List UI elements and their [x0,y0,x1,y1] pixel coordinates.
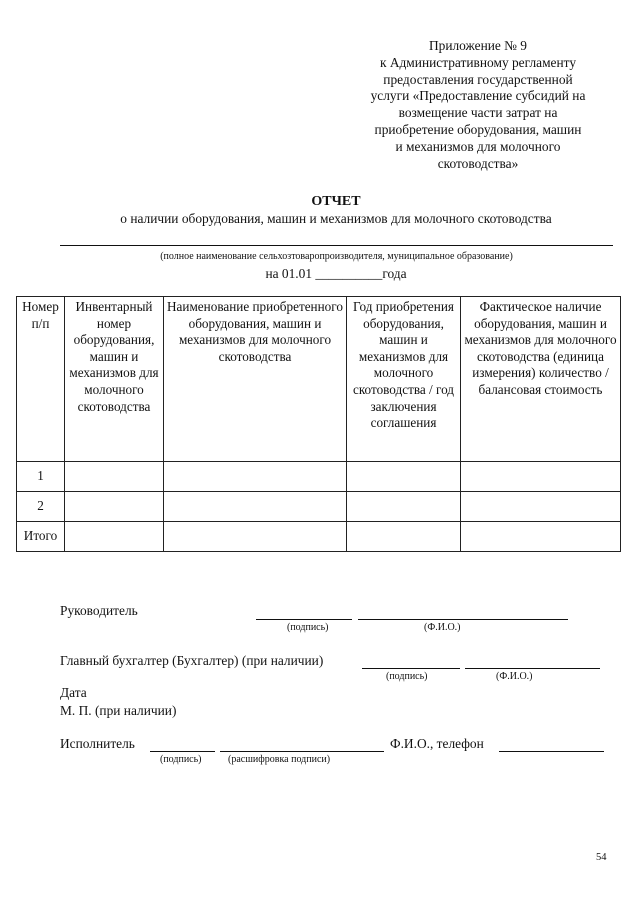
table-cell[interactable]: Итого [17,522,65,552]
table-row [17,462,621,492]
table-row [17,492,621,522]
head-name-line[interactable] [358,619,568,620]
appendix-line: и механизмов для молочного [395,138,561,154]
table-cell[interactable] [65,522,164,552]
table-cell[interactable] [164,462,347,492]
report-table [16,296,621,552]
appendix-line: Приложение № 9 [428,38,528,53]
accountant-sign-caption: (подпись) [386,671,428,682]
head-signature-line[interactable] [256,619,352,620]
table-cell[interactable] [164,522,347,552]
executor-signature-line[interactable] [150,751,215,752]
head-name-caption: (Ф.И.О.) [424,622,461,633]
report-title: ОТЧЕТ [311,194,361,209]
table-cell[interactable] [65,462,164,492]
table-header-row [17,297,621,462]
appendix-line: предоставления государственной [383,71,573,87]
date-label: Дата [60,685,87,700]
stamp-label: М. П. (при наличии) [60,703,177,718]
org-name-line [60,245,613,246]
executor-sign-caption: (подпись) [160,754,202,765]
header-number: Номер п/п [17,297,65,462]
table-cell[interactable] [347,492,461,522]
executor-label: Исполнитель [60,736,135,751]
table-cell[interactable] [347,462,461,492]
table-cell[interactable] [461,462,621,492]
appendix-line: скотоводства» [437,155,519,171]
appendix-line: услуги «Предоставление субсидий на [370,88,586,104]
table-cell[interactable] [461,522,621,552]
header-actual: Фактическое наличие оборудования, машин и механизмов для молочного скотоводства (единица измерения) количество /балансовая стоимость [461,297,621,462]
table-cell[interactable] [461,492,621,522]
accountant-signature-line[interactable] [362,668,460,669]
head-label: Руководитель [60,603,138,618]
header-name: Наименование приобретенного оборудования, машин и механизмов для молочного скотоводства [164,297,347,462]
table-cell[interactable]: 1 [17,462,65,492]
executor-name-phone-line[interactable] [499,751,604,752]
header-inventory: Инвентарный номер оборудования, машин и механизмов для молочного скотоводства [65,297,164,462]
report-subtitle: о наличии оборудования, машин и механизмов для молочного скотоводства [120,211,552,226]
appendix-line: возмещение части затрат на [398,105,558,121]
appendix-line: к Административному регламенту [379,54,577,70]
report-date-line: на 01.01 __________года [265,266,407,281]
accountant-name-caption: (Ф.И.О.) [496,671,533,682]
org-name-caption: (полное наименование сельхозтоваропроизводителя, муниципальное образование) [160,251,513,262]
executor-decode-caption: (расшифровка подписи) [228,754,331,765]
page-number: 54 [596,852,607,863]
executor-name-phone-label: Ф.И.О., телефон [390,736,484,751]
table-cell[interactable] [65,492,164,522]
appendix-line: приобретение оборудования, машин [374,121,582,137]
executor-decode-line[interactable] [220,751,384,752]
table-cell[interactable]: 2 [17,492,65,522]
table-row-total [17,522,621,552]
accountant-label: Главный бухгалтер (Бухгалтер) (при наличии) [60,653,324,668]
table-cell[interactable] [347,522,461,552]
header-year: Год приобретения оборудования, машин и механизмов для молочного скотоводства / год заключения соглашения [347,297,461,462]
appendix-block [340,38,616,172]
accountant-name-line[interactable] [465,668,600,669]
head-sign-caption: (подпись) [287,622,329,633]
table-cell[interactable] [164,492,347,522]
